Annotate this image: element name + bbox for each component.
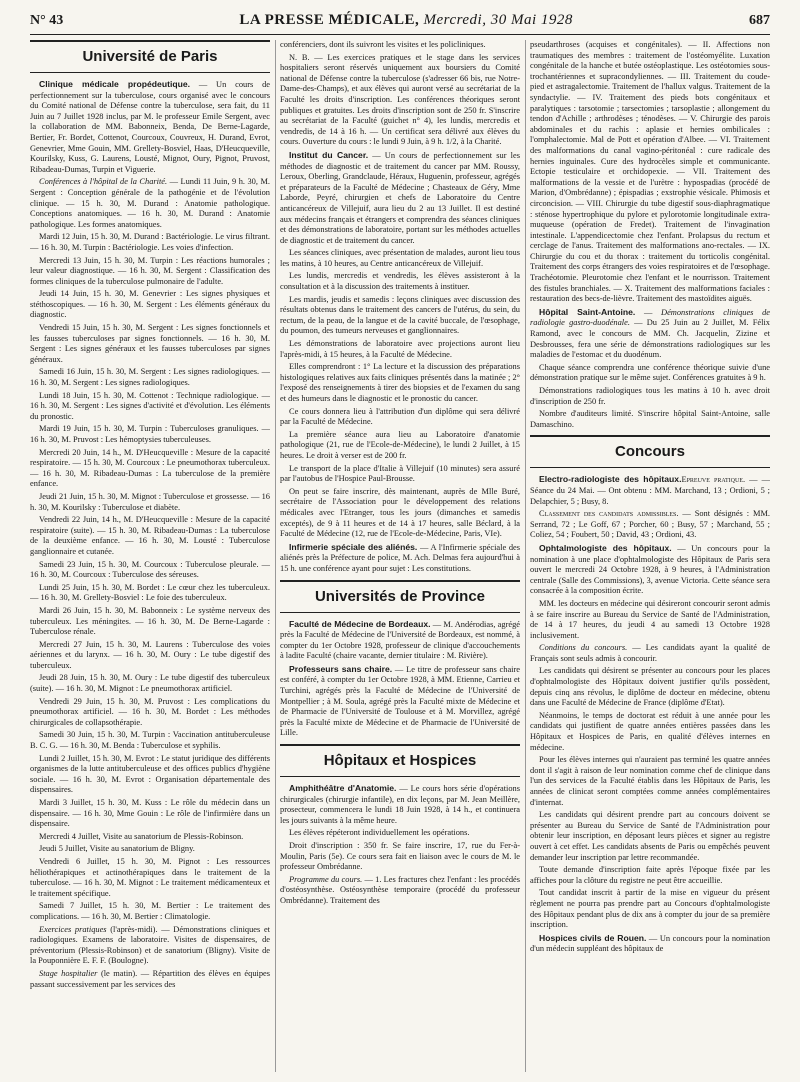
paragraph-text: Jeudi 14 Juin, 15 h. 30, M. Genevrier : Les signes physiques et stéthoscopiques. — 16 h. 30, M. Sergent : Les éléments généraux du diagnostic. <box>30 289 270 320</box>
paragraph-text: — A l'Infirmerie spéciale des aliénés près la Préfecture de police, M. Ach. Delmas fera aujourd'hui à 15 h. une conférence ayant pour sujet : Les constitutions. <box>280 542 520 573</box>
paragraph <box>530 888 770 930</box>
paragraph <box>280 619 520 662</box>
column-divider <box>525 40 526 1072</box>
article-heading: Professeurs sans chaire. <box>289 663 393 674</box>
paragraph <box>30 391 270 423</box>
paragraph-text: Les élèves répéteront individuellement les opérations. <box>289 828 470 838</box>
small-caps-label: Classement des candidats admissibles. <box>539 509 679 519</box>
paragraph-text: Elles comprendront : 1° La lecture et la discussion des préparations histologiques relatives aux faits cliniques présentés dans la matinée ; 2° l'exposé des renseignements à tirer des biopsies et de l'examen du sang et des humeurs dans le diagnostic et le pronostic du cancer. <box>280 362 520 403</box>
article-heading: Clinique médicale propédeutique. <box>39 79 191 89</box>
paragraph <box>30 424 270 445</box>
paragraph-text: Samedi 16 Juin, 15 h. 30, M. Sergent : Les signes radiologiques. — 16 h. 30, M. Sergent : Les signes radiologiques. <box>30 367 270 388</box>
journal-masthead: LA PRESSE MÉDICALE, Mercredi, 30 Mai 1928 <box>239 12 573 28</box>
paragraph <box>280 875 520 907</box>
paragraph <box>280 150 520 246</box>
paragraph-text: Mardi 19 Juin, 15 h. 30, M. Turpin : Tuberculoses granuliques. — 16 h. 30, M. Pruvost : Les hémoptysies tuberculeuses. <box>30 424 270 444</box>
paragraph-text: Les lundis, mercredis et vendredis, les élèves assisteront à la consultation et à la discussion des traitements à instituer. <box>280 271 520 292</box>
paragraph <box>280 664 520 739</box>
small-caps-label: Epreuve pratique. <box>681 475 746 485</box>
page-number: 687 <box>749 13 770 28</box>
paragraph-text: Samedi 30 Juin, 15 h. 30, M. Turpin : Vaccination antituberculeuse B. C. G. — 16 h. 30, M. Benda : Tuberculose et syphilis. <box>30 730 270 751</box>
column-2 <box>280 40 520 1072</box>
paragraph-text: Mercredi 27 Juin, 15 h. 30, M. Laurens : Tuberculose des voies aériennes et du larynx. — 16 h. 30, M. Oury : Le tube digestif des tuberculeux. <box>30 639 270 670</box>
article-heading: Hôpital Saint-Antoine. <box>539 306 636 317</box>
paragraph <box>30 448 270 490</box>
paragraph-text: Samedi 7 Juillet, 15 h. 30, M. Bertier : Le traitement des complications. — 16 h. 30, M. Bertier : Climatologie. <box>30 901 270 921</box>
paragraph-text: Vendredi 22 Juin, 14 h., M. D'Heucqueville : Mesure de la capacité respiratoire (suite). — 15 h. 30, M. Ribadeau-Dumas : La tuberculose de la deuxième enfance. — 16 h. 30, M. Lousté : Tuberculose ganglionnaire et cutanée. <box>30 515 270 556</box>
italic-text: Conditions du concours. <box>539 643 628 653</box>
paragraph-text: (le matin). — Répartition des élèves en équipes passant successivement par les services des <box>30 968 270 989</box>
paragraph <box>30 754 270 796</box>
paragraph-text: — Le cours hors série d'opérations chirurgicales (chirurgie infantile), en dix leçons, par M. Jean Meillère, prosecteur, commencera le lundi 18 Juin 1928, à 14 h., et continuera les jours suivants à la même heure. <box>280 784 520 825</box>
paragraph-text: Ce cours donnera lieu à l'attribution d'un diplôme qui sera délivré par la Faculté de Médecine. <box>280 406 520 427</box>
journal-name: LA PRESSE MÉDICALE <box>239 12 416 28</box>
article-blocks <box>280 40 520 575</box>
paragraph-text: Les démonstrations de laboratoire avec projections auront lieu l'après-midi, à 15 heures, à la Faculté de Médecine. <box>280 339 520 359</box>
italic-text: Exercices pratiques <box>39 924 107 934</box>
paragraph <box>30 969 270 990</box>
paragraph-text: — Un cours de perfectionnement sur la tuberculose, cours organisé avec le concours du Comité national de Défense contre la tuberculose, sera fait, du 11 Juin au 7 Juillet 1928 inclus, par M. le professeur Emile Sergent, avec la collaboration de MM. Babonneix, Benda, De Berne-Lagarde, Bertier, Fr. Bordet, Cottenot, Courcoux, Couvreux, H. Durand, Evrot, Genevrier, Mme Gouin, MM. Grellety-Bosviel, Haas, D'Heucqueville, Kourilsky, Kuss, G. Laurens, Lousté, Mignot, Oury, Pignot, Pruvost, Ribadeau-Dumas, Turpin et Viguerie. <box>30 80 270 174</box>
paragraph <box>30 857 270 899</box>
italic-text: Démonstrations cliniques de radiologie gastro-duodénale. <box>530 307 770 328</box>
paragraph <box>530 40 770 305</box>
section-header <box>280 744 520 777</box>
article-heading: Faculté de Médecine de Bordeaux. <box>289 618 431 629</box>
paragraph-text: Jeudi 21 Juin, 15 h. 30, M. Mignot : Tuberculose et grossesse. — 16 h. 30, M. Kourilsky : Tuberculose et diabète. <box>30 491 270 512</box>
paragraph <box>530 409 770 430</box>
paragraph <box>30 925 270 967</box>
italic-text: Conférences à l'hôpital de la Charité. <box>39 177 168 187</box>
paragraph <box>30 367 270 388</box>
page-header <box>30 12 770 34</box>
section-header <box>280 580 520 613</box>
paragraph-text: Tout candidat inscrit à partir de la mise en vigueur du présent règlement ne pourra pas prendre part au Concours d'ophtalmologiste des Hôpitaux pendant plus de dix ans à compter du jour de sa première inscription. <box>530 888 770 930</box>
paragraph-text: Jeudi 28 Juin, 15 h. 30, M. Oury : Le tube digestif des tuberculeux (suite). — 16 h. 30, M. Mignot : Le pneumothorax artificiel. <box>30 673 270 694</box>
paragraph-text: Les candidats qui désirent prendre part au concours doivent se présenter au Bureau du Service de Santé de l'Administration pour obtenir leur inscription, en déposant leurs pièces et signer au registre ouvert à cet effet. Les candidats absents de Paris ou empêchés peuvent demander leur inscription par lettre recommandée. <box>530 810 770 862</box>
paragraph-text: Lundi 18 Juin, 15 h. 30, M. Cottenot : Technique radiologique. — 16 h. 30, M. Sergent : Les signes d'activité et d'évolution. Les éléments du pronostic. <box>30 390 270 421</box>
section-title: Universités de Province <box>314 587 486 605</box>
paragraph <box>30 697 270 729</box>
paragraph <box>530 755 770 808</box>
article-heading: Amphithéâtre d'Anatomie. <box>289 783 397 794</box>
paragraph <box>30 844 270 855</box>
paragraph-text: Toute demande d'inscription faite après l'époque fixée par les affiches pour la clôture du registre ne peut être accueillie. <box>530 865 770 885</box>
paragraph <box>30 798 270 830</box>
paragraph <box>530 509 770 541</box>
section-title: Université de Paris <box>82 48 218 65</box>
issue-number: N° 43 <box>30 13 64 28</box>
paragraph-text: Vendredi 15 Juin, 15 h. 30, M. Sergent : Les signes fonctionnels et les fausses tuberculoses par signes fonctionnels. — 16 h. 30, M. Sergent : Les signes généraux et les fausses tuberculoses par signes généraux. <box>30 323 270 364</box>
paragraph-text: — 1. Les fractures chez l'enfant : les procédés d'ostéosynthèse. Ostéosynthèse temporaire (procédé du professeur Ombrédanne). Traitement des <box>280 874 520 905</box>
paragraph <box>280 248 520 269</box>
paragraph <box>280 430 520 462</box>
paragraph <box>530 474 770 507</box>
column-1 <box>30 40 270 1072</box>
paragraph <box>30 79 270 175</box>
italic-text: Programme du cours. <box>289 874 363 884</box>
paragraph-text: Les séances cliniques, avec présentation de malades, auront lieu tous les matins, à 10 heures, au Centre anticancéreux de Villejuif. <box>280 248 520 268</box>
paragraph <box>280 295 520 337</box>
paragraph-text: Vendredi 6 Juillet, 15 h. 30, M. Pignot : Les ressources héliothérapiques et actinothérapiques dans le traitement de la tuberculose. — 16 h. 30, M. Mignot : Le traitement médicamenteux et le traitement spécifique. <box>30 856 270 898</box>
article-blocks <box>280 783 520 907</box>
article-blocks <box>530 40 770 430</box>
article-blocks <box>280 619 520 740</box>
article-heading: Hospices civils de Rouen. <box>539 932 647 943</box>
paragraph-text: Nombre d'auditeurs limité. S'inscrire hôpital Saint-Antoine, salle Damaschino. <box>530 409 770 429</box>
paragraph <box>30 901 270 922</box>
paragraph <box>280 362 520 404</box>
paragraph-text: Le transport de la place d'Italie à Villejuif (10 minutes) sera assuré par l'autobus de l'Hospice Paul-Brousse. <box>280 463 520 484</box>
paragraph-text: (l'après-midi). — Démonstrations cliniques et radiologiques. Examens de laboratoire. Visites de dispensaires, de préventorium (Plessis-Robinson) et de sanatorium (Bligny). Visite de la Pouponnière E. F. F. (Boulogne). <box>30 924 270 966</box>
paragraph-text: Jeudi 5 Juillet, Visite au sanatorium de Bligny. <box>39 844 195 854</box>
paragraph <box>280 487 520 540</box>
paragraph-text: conférenciers, dont ils suivront les visites et les policliniques. <box>280 40 486 49</box>
paragraph-text: — Séance du 24 Mai. — Ont obtenu : MM. Marchand, 13 ; Ordioni, 5 ; Delapchier, 5 ; Busy, 8. <box>530 475 770 506</box>
section-title: Hôpitaux et Hospices <box>323 752 477 770</box>
paragraph-text: Mercredi 4 Juillet, Visite au sanatorium de Plessis-Robinson. <box>39 831 244 841</box>
paragraph-text: — <box>745 475 762 485</box>
paragraph-text: Les mardis, jeudis et samedis : leçons cliniques avec discussion des résultats obtenus dans le traitement des cancers de l'utérus, du sein, du rectum, de la peau, de la langue et de la cavité buccale, de l'œsophage, du poumon, des tumeurs nerveuses et ganglionnaires. <box>280 294 520 336</box>
paragraph-text: Pour les élèves internes qui n'auraient pas terminé les quatre années dont il s'agit à raison de leur nomination comme chef de clinique dans l'un des services de la Faculté établis dans les Hôpitaux de Paris, les années de clinicat seront comptées comme années complémentaires d'internat. <box>530 755 770 807</box>
column-3 <box>530 40 770 1072</box>
paragraph <box>30 515 270 557</box>
paragraph-text: Mardi 26 Juin, 15 h. 30, M. Babonneix : Le système nerveux des tuberculeux. Les méningites. — 16 h. 30, M. De Berne-Lagarde : Tuberculose rénale. <box>30 605 270 637</box>
paragraph <box>530 386 770 407</box>
paragraph-text: N. B. — Les exercices pratiques et le stage dans les services hospitaliers seront réservés uniquement aux boursiers du Comité national de Défense contre la tuberculose (s'adresser 66 bis, rue Notre-Dame-des-Champs), et aux élèves qui auront versé au secrétariat de la Faculté les droits d'inscription. Les conférences théoriques seront publiques et gratuites. Les droits d'inscription sont de 250 fr. S'inscrire au secrétariat de la Faculté (guichet n° 4), les lundis, mercredis et vendredis, de 14 à 16 h. — Un certificat sera délivré aux élèves du cours. Ouverture du cours : le lundi 9 Juin, à 9 h. 1/2, à la Charité. <box>280 52 520 147</box>
paragraph <box>280 271 520 292</box>
paragraph-text: Mardi 12 Juin, 15 h. 30, M. Durand : Bactériologie. Le virus filtrant. — 16 h. 30, M. Turpin : Bactériologie. Les voies d'infection. <box>30 232 270 252</box>
article-blocks <box>30 79 270 990</box>
paragraph <box>30 560 270 581</box>
paragraph <box>280 40 520 51</box>
paragraph-text: Droit d'inscription : 350 fr. Se faire inscrire, 17, rue du Fer-à-Moulin, Paris (5e). Ce cours sera fait en liaison avec le cours de M. le professeur Ombrédanne. <box>280 841 520 872</box>
paragraph-text: Néanmoins, le temps de doctorat est réduit à une année pour les candidats qui justifient de quatre années entières passées dans les Hôpitaux et Hospices de Paris, en qualité d'élèves internes en médecine. <box>530 710 770 752</box>
article-heading: Ophtalmologiste des hôpitaux. <box>539 542 672 553</box>
paragraph <box>30 232 270 253</box>
paragraph <box>530 307 770 361</box>
paragraph-text: — Un cours de perfectionnement sur les méthodes de diagnostic et de traitement du cancer par MM. Roussy, Leroux, Oberling, Grandclaude, Héraux, Huguenin, professeur, agrégés et préparateurs de la Faculté de Médecine ; Chasteaux de Géry, Mme Laborde, Peyré, chirurgien et chefs de Laboratoire du Centre anticancéreux de Villejuif, aura lieu du 2 au 13 Juillet. Il est destiné aux médecins français et étrangers et comprendra des séances cliniques et des démonstrations de laboratoire, portant sur les méthodes actuelles de diagnostic et de traitement du cancer. <box>280 150 520 245</box>
paragraph <box>280 542 520 575</box>
paragraph <box>280 53 520 148</box>
paragraph-text: Vendredi 29 Juin, 15 h. 30, M. Pruvost : Les complications du pneumothorax artificiel. — 16 h. 30, M. Bordet : Les méthodes chirurgicales de collapsothérapie. <box>30 696 270 727</box>
section-title: Concours <box>614 443 685 461</box>
paragraph-text: — Le titre de professeur sans chaire est conféré, à compter du 1er Octobre 1928, à MM. Etienne, Carrieu et Turchini, agrégés près la Faculté de Médecine de l'Université de Montpellier ; à M. Soula, agrégé près la Faculté mixte de Médecine et de Pharmacie de l'Université de Toulouse et à M. Morvillez, agrégé près la Faculté mixte de Médecine et de Pharmacie de l'Université de Lille. <box>280 664 520 738</box>
paragraph <box>30 606 270 638</box>
section-header <box>30 40 270 73</box>
paragraph-text: — Un concours pour la nomination d'un médecin suppléant des hôpitaux de <box>530 933 770 954</box>
paragraph-text: Chaque séance comprendra une conférence théorique suivie d'une démonstration pratique sur le même sujet. Conférences gratuites à 9 h. <box>530 362 770 383</box>
paragraph <box>530 810 770 863</box>
paragraph <box>30 323 270 365</box>
paragraph-text: — Les candidats ayant la qualité de Français sont seuls admis à concourir. <box>530 643 770 663</box>
paragraph <box>280 783 520 826</box>
paragraph <box>530 599 770 641</box>
paragraph <box>30 256 270 288</box>
paragraph-text: — <box>635 307 662 317</box>
paragraph <box>280 339 520 360</box>
article-heading: Institut du Cancer. <box>289 149 369 160</box>
paragraph <box>280 841 520 873</box>
paragraph-text: La première séance aura lieu au Laboratoire d'anatomie pathologique (21, rue de l'Ecole-de-Médecine), le lundi 2 Juillet, à 15 heures. Le droit à verser est de 200 fr. <box>280 429 520 460</box>
paragraph <box>30 832 270 843</box>
paragraph <box>280 464 520 485</box>
paragraph <box>30 730 270 751</box>
column-divider <box>275 40 276 1072</box>
paragraph <box>280 407 520 428</box>
paragraph-text: — Lundi 11 Juin, 9 h. 30, M. Sergent : Conception générale de la pathogénie et de l'évolution clinique. — 15 h. 30, M. Durand : Anatomie pathologique. Conceptions anatomiques. — 16 h. 30, M. Durand : Anatomie pathologique. Les formes anatomiques. <box>30 177 270 229</box>
issue-date: Mercredi, 30 Mai 1928 <box>423 12 573 28</box>
paragraph-text: — M. Andérodias, agrégé près la Faculté de Médecine de l'Université de Bordeaux, est nommé, à compter du 1er Octobre 1928, professeur de clinique d'accouchements à ladite Faculté (chaire vacante, dernier titulaire : M. Rivière). <box>280 619 520 661</box>
paragraph-text: — Du 25 Juin au 2 Juillet, M. Félix Ramond, avec le concours de MM. Ch. Jacquelin, Zizine et Desbrousses, fera une série de démonstrations radiologiques sur les maladies de l'estomac et du duodénum. <box>530 318 770 360</box>
paragraph-text: Mercredi 13 Juin, 15 h. 30, M. Turpin : Les réactions humorales ; leur valeur diagnostique. — 16 h. 30, M. Sergent : Classification des formes cliniques de la tuberculose pulmonaire de l'adulte. <box>30 255 270 286</box>
paragraph-text: Samedi 23 Juin, 15 h. 30, M. Courcoux : Tuberculose pleurale. — 16 h. 30, M. Courcoux : Tuberculose des séreuses. <box>30 559 270 580</box>
paragraph <box>30 289 270 321</box>
paragraph-text: Démonstrations radiologiques tous les matins à 10 h. avec droit d'inscription de 250 fr. <box>530 386 770 406</box>
paragraph <box>530 865 770 886</box>
paragraph <box>530 711 770 753</box>
paragraph <box>530 543 770 597</box>
paragraph-text: — Un concours pour la nomination à une place d'ophtalmologiste des Hôpitaux de Paris sera ouvert le mercredi 24 Octobre 1928, à 9 heures, à l'Administration centrale (Salle des Commissions), 3, avenue Victoria. Cette séance sera consacrée à la composition écrite. <box>530 543 770 596</box>
italic-text: Stage hospitalier <box>39 968 98 978</box>
paragraph-text: pseudarthroses (acquises et congénitales). — II. Affections non traumatiques des membres : traitement de l'ostéomyélite. Luxation congénitale de la hanche et butée ostéoplastique. Les ostéotomies sous-trochantériennes et supracondyliennes. — III. Traitement du coude-pied et astragalectomie. Traitement de l'hallux valgus. Traitement de la syndactylie. — IV. Traitement des pieds bots congénitaux et paralytiques : tarsotomie ; tarsectomies ; tarsoplastie ; allongement du tendon d'Achille ; arthrodèses ; ténodèses. — V. Chirurgie des parois abdominales et du rachis : aplasie et hernies ombilicales : l'omphalectomie. Mal de Pott et opération d'Albee. — VI. Traitement des malformations du canal vagino-péritonéal : cure radicale des hernies inguinales. Cure des hydrocèles simple et communicante. Ectopie testiculaire et orchidopexie. — VII. Traitement des malformations de la vessie et de l'urètre : hypospadias (procédé de Marion, d'Ombrédanne) ; épispadias ; exstrophie vésicale. Phimosis et circoncision. — VIII. Chirurgie du tube digestif sous-diaphragmatique : sténose hypertrophique du pylore et pylorotomie longitudinale extra-muqueuse (opération de Fredet). Traitement de l'invagination intestinale. L'appendicectomie chez l'enfant. Prolapsus du rectum et cerclage de l'anus. Traitement des malformations ano-rectales. — IX. Chirurgie du cou et du thorax : traitement du torticolis congénital. Traitement des corps étrangers des voies respiratoires et de l'œsophage. Trachéotomie. Pleurotomie chez l'enfant et le nourrisson. Traitement des fistules branchiales. — X. Traitement des malformations faciales : restauration des becs-de-lièvre. Traitement des mastoïdites aiguës. <box>530 40 770 304</box>
article-heading: Infirmerie spéciale des aliénés. <box>289 541 418 552</box>
paragraph-text: Lundi 2 Juillet, 15 h. 30, M. Evrot : Le statut juridique des différents organismes de la lutte antituberculeuse et des offices publics d'hygiène sociale. — 16 h. 30, M. Evrot : Organisation départementale des dispensaires. <box>30 753 270 795</box>
paragraph-text: Mardi 3 Juillet, 15 h. 30, M. Kuss : Le rôle du médecin dans un dispensaire. — 16 h. 30, Mme Gouin : Le rôle de l'infirmière dans un dispensaire. <box>30 798 270 829</box>
paragraph-text: Mercredi 20 Juin, 14 h., M. D'Heucqueville : Mesure de la capacité respiratoire. — 15 h. 30, M. Courcoux : Le pneumothorax tuberculeux. — 16 h. 30, M. Ribadeau-Dumas : La tuberculose de la première enfance. <box>30 447 270 489</box>
paragraph-text: — Sont désignés : MM. Serrand, 72 ; Le Goff, 67 ; Porcher, 60 ; Busy, 57 ; Marchand, 55 ; Coliez, 54 ; Foubert, 50 ; David, 43 ; Ordioni, 43. <box>530 509 770 540</box>
paragraph-text: On peut se faire inscrire, dès maintenant, auprès de Mlle Buré, secrétaire de l'Association pour le développement des relations médicales avec l'Etranger, tous les jours (dimanches et samedis exceptés), de 9 à 11 heures et de 14 à 17 heures, salle Béclard, à la Faculté de Médecine (12, rue de l'Ecole-de-Médecine, Paris, VIe). <box>280 486 520 539</box>
paragraph-text: MM. les docteurs en médecine qui désireront concourir seront admis à se faire inscrire au Bureau du Service de Santé de l'Administration, de 14 à 17 heures, du jeudi 4 au samedi 13 Octobre 1928 inclusivement. <box>530 598 770 640</box>
header-rule <box>30 34 770 35</box>
article-heading: Electro-radiologiste des hôpitaux. <box>539 474 682 485</box>
paragraph <box>530 933 770 955</box>
section-header <box>530 435 770 468</box>
paragraph-text: Les candidats qui désirent se présenter au concours pour les places d'ophtalmologiste des Hôpitaux doivent justifier qu'ils possèdent, depuis cinq ans révolus, le diplôme de docteur en médecine, obtenu dans une Faculté de Médecine de France (diplôme d'Etat). <box>530 666 770 708</box>
paragraph <box>30 583 270 604</box>
paragraph <box>30 492 270 513</box>
paragraph <box>530 363 770 384</box>
paragraph <box>280 828 520 839</box>
paragraph <box>530 643 770 664</box>
paragraph <box>30 640 270 672</box>
article-blocks <box>530 474 770 955</box>
paragraph <box>530 666 770 708</box>
paragraph-text: Lundi 25 Juin, 15 h. 30, M. Bordet : Le cœur chez les tuberculeux. — 16 h. 30, M. Grellety-Bosviel : Le foie des tuberculeux. <box>30 582 270 603</box>
paragraph <box>30 673 270 694</box>
paragraph <box>30 177 270 230</box>
